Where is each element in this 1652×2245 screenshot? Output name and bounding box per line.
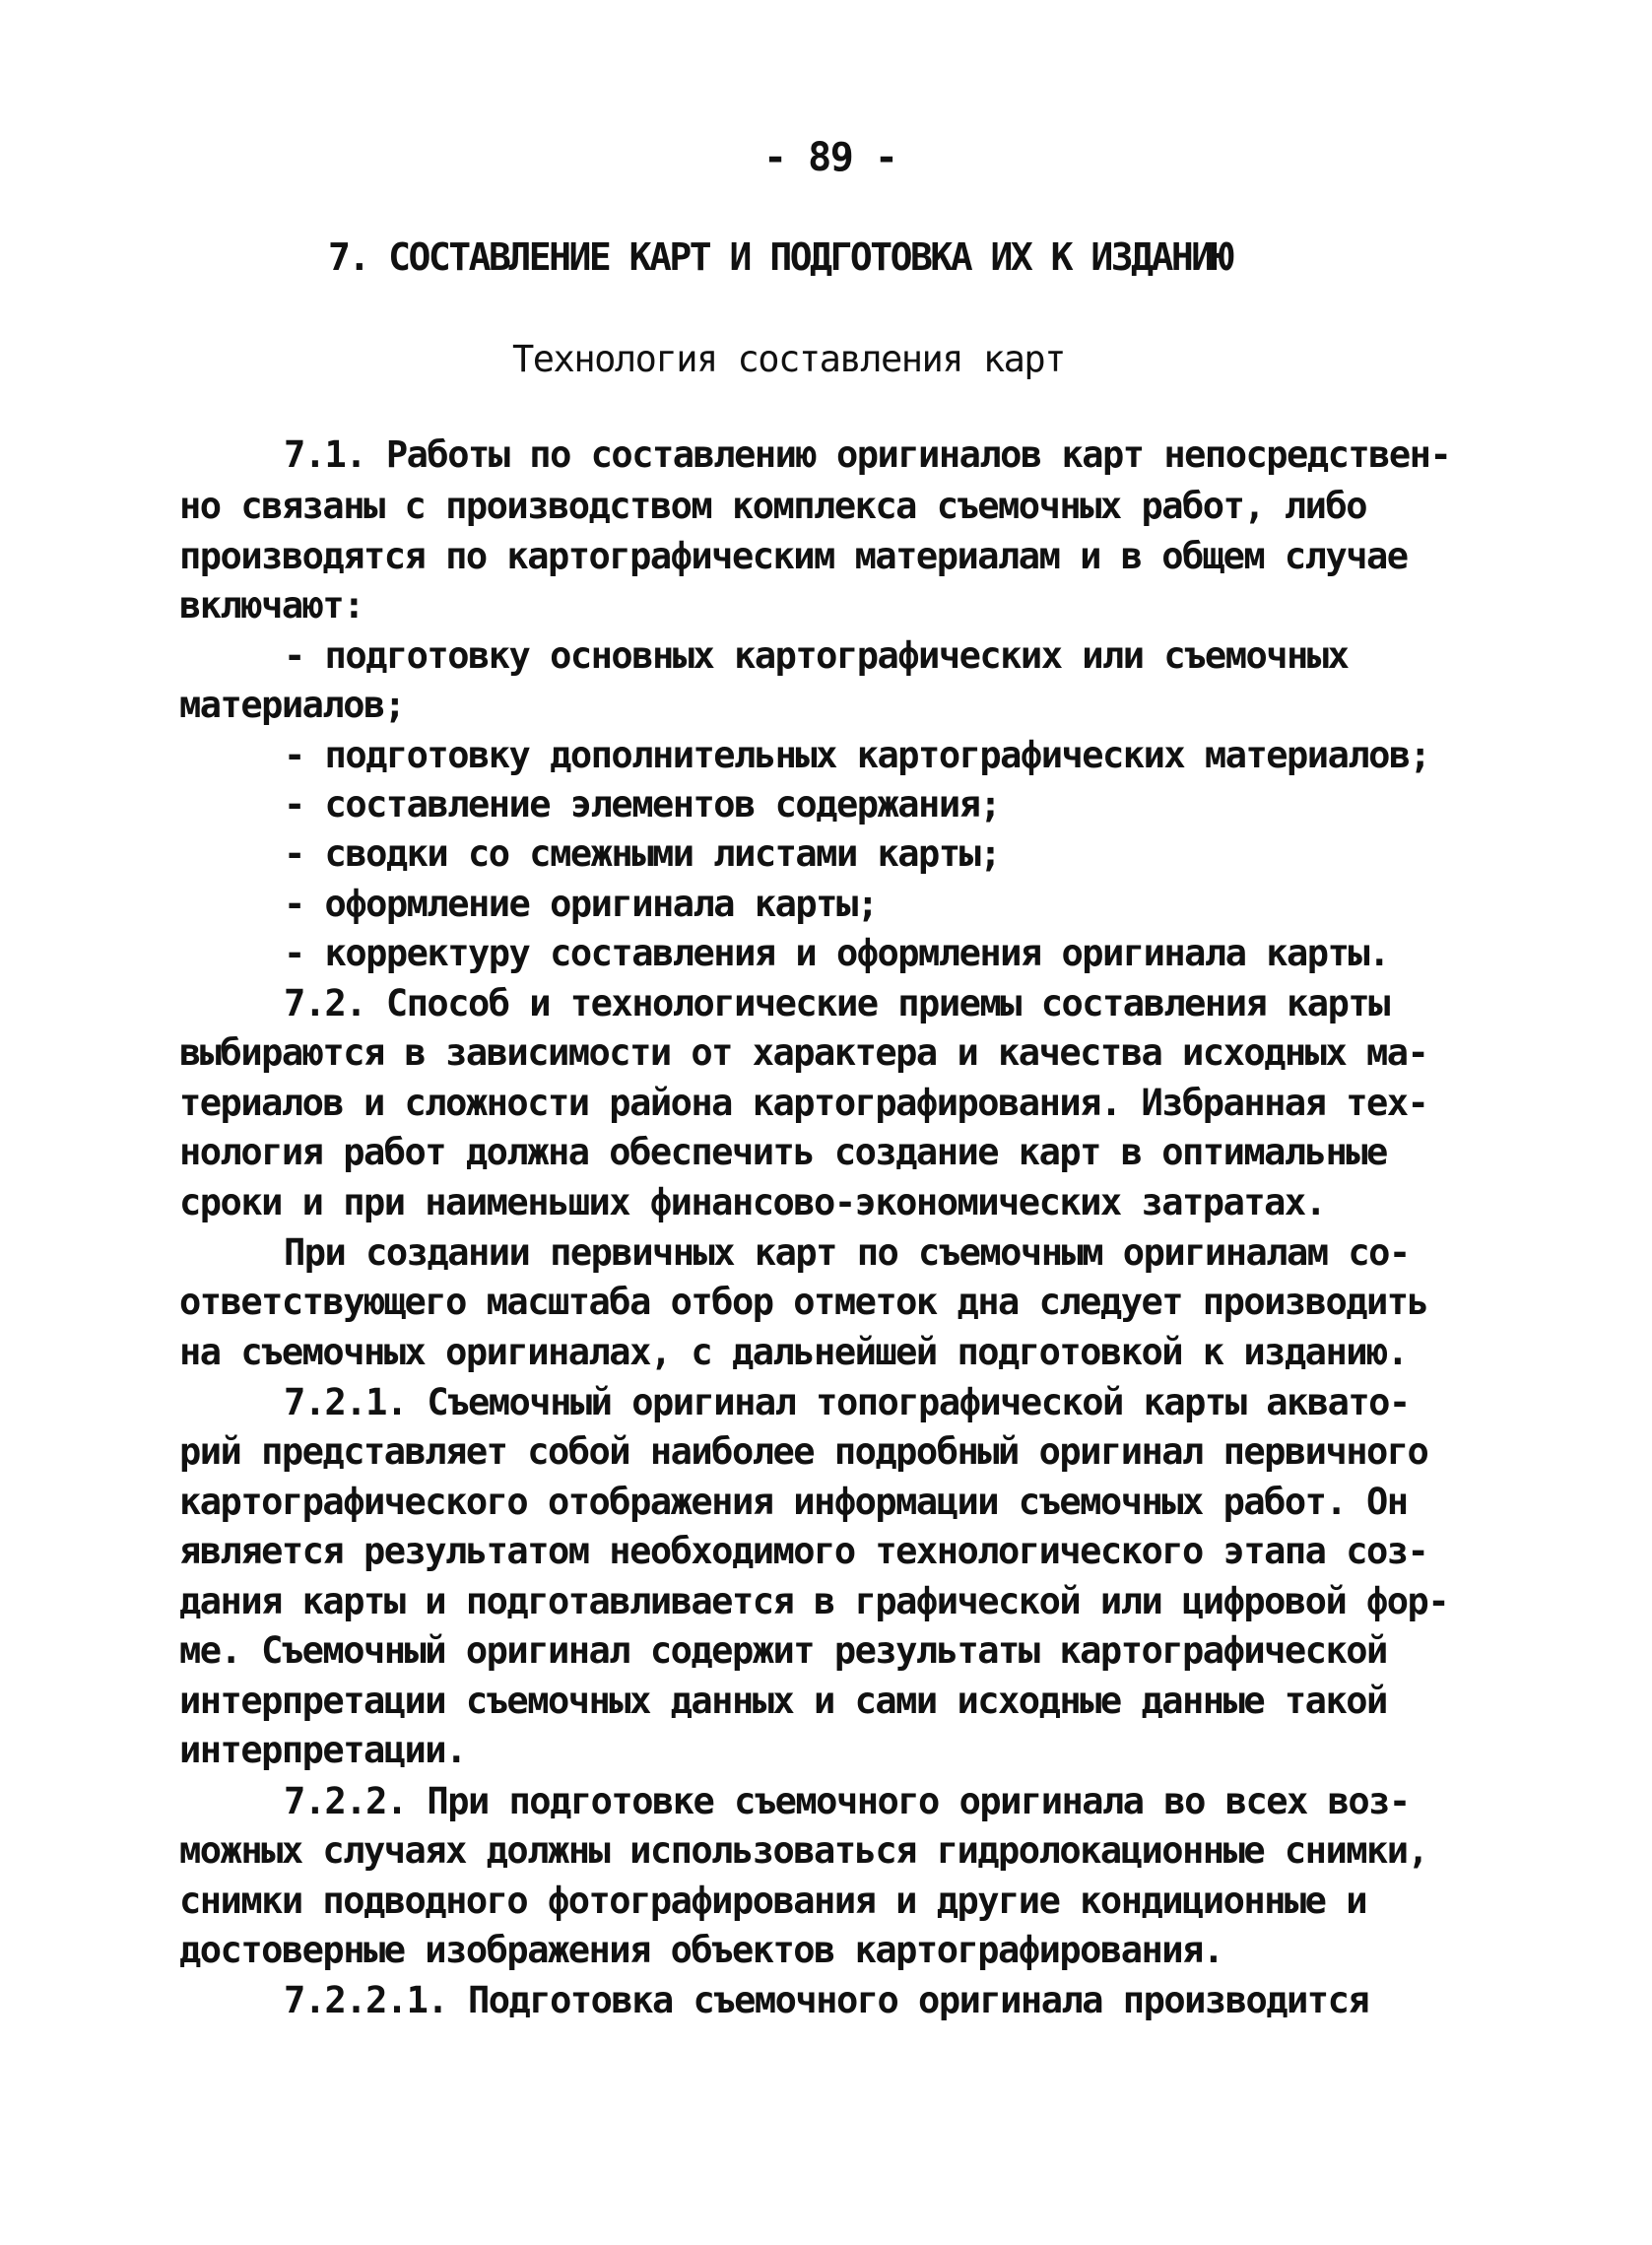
list-item: - сводки со смежными листами карты; [284, 832, 1001, 875]
list-item: - составление элементов содержания; [284, 783, 1001, 825]
text-line: 7.2.1. Съемочный оригинал топографической карты аквато- [284, 1381, 1410, 1423]
text-line: интерпретации съемочных данных и сами исходные данные такой [179, 1680, 1387, 1722]
text-line: на съемочных оригиналах, с дальнейшей подготовкой к изданию. [179, 1331, 1408, 1373]
text-line: рий представляет собой наиболее подробный оригинал первичного [179, 1430, 1428, 1473]
text-line: сроки и при наименьших финансово-экономических затратах. [179, 1181, 1326, 1223]
text-line: 7.2. Способ и технологические приемы составления карты [284, 982, 1389, 1024]
text-line: картографического отображения информации съемочных работ. Он [179, 1481, 1408, 1523]
text-line: но связаны с производством комплекса съемочных работ, либо [179, 485, 1367, 527]
text-line: интерпретации. [179, 1729, 466, 1771]
text-line: включают: [179, 584, 363, 627]
text-line: достоверные изображения объектов картографирования. [179, 1929, 1223, 1971]
text-line: является результатом необходимого технологического этапа соз- [179, 1530, 1428, 1572]
list-item: - подготовку дополнительных картографических материалов; [284, 734, 1430, 776]
text-line: При создании первичных карт по съемочным оригиналам со- [284, 1231, 1410, 1274]
list-item: - подготовку основных картографических или съемочных [284, 634, 1349, 677]
text-line: нология работ должна обеспечить создание карт в оптимальные [179, 1131, 1387, 1173]
text-line: можных случаях должны использоваться гидролокационные снимки, [179, 1829, 1428, 1872]
text-line: материалов; [179, 684, 405, 726]
text-line: ме. Съемочный оригинал содержит результаты картографической [179, 1629, 1387, 1672]
text-line: териалов и сложности района картографирования. Избранная тех- [179, 1082, 1428, 1124]
list-item: - корректуру составления и оформления оригинала карты. [284, 932, 1389, 974]
text-line: снимки подводного фотографирования и другие кондиционные и [179, 1880, 1367, 1922]
section-subheading: Технология составления карт [512, 338, 1065, 380]
text-line: дания карты и подготавливается в графической или цифровой фор- [179, 1580, 1449, 1622]
list-item: - оформление оригинала карты; [284, 883, 878, 925]
text-line: 7.2.2.1. Подготовка съемочного оригинала производится [284, 1979, 1369, 2021]
text-line: 7.2.2. При подготовке съемочного оригинала во всех воз- [284, 1780, 1410, 1822]
page-number: - 89 - [763, 135, 897, 180]
chapter-heading: 7. СОСТАВЛЕНИЕ КАРТ И ПОДГОТОВКА ИХ К ИЗДАНИЮ [328, 235, 1232, 279]
text-line: 7.1. Работы по составлению оригиналов карт непосредствен- [284, 433, 1451, 476]
text-line: производятся по картографическим материалам и в общем случае [179, 535, 1408, 577]
text-line: выбираются в зависимости от характера и качества исходных ма- [179, 1031, 1428, 1074]
text-line: ответствующего масштаба отбор отметок дна следует производить [179, 1281, 1428, 1323]
